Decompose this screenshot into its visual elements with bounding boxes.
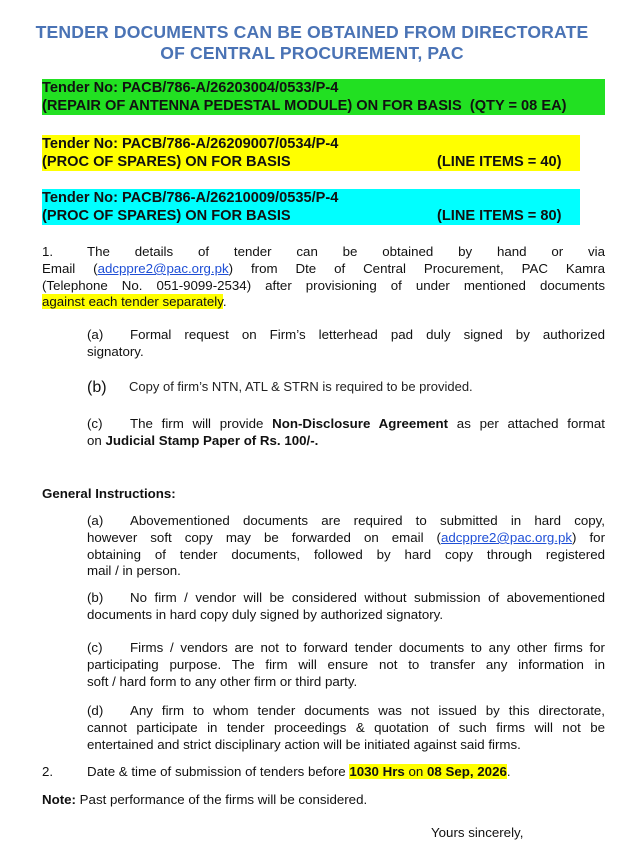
gi-d-body: cannot participate in tender proceedings & quotation of such firms will not be entertained and strict disciplinary action will be initiated against said firms. xyxy=(87,720,605,752)
gi-a-label: (a) xyxy=(87,513,104,528)
title-line-1: TENDER DOCUMENTS CAN BE OBTAINED FROM DIRECTORATE xyxy=(35,22,589,42)
gi-b-line-1: No firm / vendor will be considered without submission of abovementioned xyxy=(130,590,605,605)
page-title xyxy=(0,22,624,64)
tender-description: (PROC OF SPARES) ON FOR BASIS xyxy=(42,208,291,224)
item-c-line-1: The firm will provide Non-Disclosure Agreement as per attached format xyxy=(130,416,605,431)
note-label: Note: xyxy=(42,792,76,807)
note xyxy=(42,792,367,809)
general-instructions-heading: General Instructions: xyxy=(42,486,176,501)
tender-number: Tender No: PACB/786-A/26209007/0534/P-4 xyxy=(42,135,580,153)
gi-b-label: (b) xyxy=(87,590,104,605)
tender-number: Tender No: PACB/786-A/26210009/0535/P-4 xyxy=(42,189,580,207)
tender-block-1 xyxy=(42,79,605,115)
highlighted-text: against each tender separately xyxy=(42,294,223,310)
item-a-line-2: signatory. xyxy=(87,344,144,359)
para-1-line-1: The details of tender can be obtained by hand or via xyxy=(87,244,605,259)
note-text: Past performance of the firms will be considered. xyxy=(75,792,368,807)
submission-time: 1030 Hrs xyxy=(349,764,405,779)
gi-d-label: (d) xyxy=(87,703,104,718)
item-a-label: (a) xyxy=(87,327,104,342)
item-b-label: (b) xyxy=(87,379,107,396)
item-b-text: Copy of firm’s NTN, ATL & STRN is required to be provided. xyxy=(129,379,473,394)
tender-block-2 xyxy=(42,135,580,171)
tender-description-line xyxy=(42,207,580,225)
item-c-line-2: on Judicial Stamp Paper of Rs. 100/-. xyxy=(87,433,319,448)
gi-c-label: (c) xyxy=(87,640,103,655)
para-1-line-3: (Telephone No. 051-9099-2534) after provisioning of under mentioned documents xyxy=(42,277,605,293)
closing: Yours sincerely, xyxy=(431,825,524,840)
para-1-line-2: Email (adcppre2@pac.org.pk) from Dte of Central Procurement, PAC Kamra xyxy=(42,261,606,276)
para-1-line-4: against each tender separately. xyxy=(42,294,227,310)
tender-quantity: (QTY = 08 EA) xyxy=(469,98,567,114)
submission-date: 08 Sep, 2026 xyxy=(427,764,507,779)
gi-a-line-1: Abovementioned documents are required to submitted in hard copy, xyxy=(130,513,605,528)
item-a-line-1: Formal request on Firm’s letterhead pad duly signed by authorized xyxy=(130,327,605,342)
email-link[interactable]: adcppre2@pac.org.pk xyxy=(97,261,229,276)
para-2-number: 2. xyxy=(42,764,54,779)
para-2-text: Date & time of submission of tenders before 1030 Hrs on 08 Sep, 2026. xyxy=(87,764,511,779)
gi-c-body: participating purpose. The firm will ensure not to transfer any information in soft / hard form to any other firm or third party. xyxy=(87,657,605,689)
gi-c-line-1: Firms / vendors are not to forward tender documents to any other firms for xyxy=(130,640,605,655)
tender-description-line xyxy=(42,97,605,115)
item-c-label: (c) xyxy=(87,416,103,431)
tender-block-3 xyxy=(42,189,580,225)
tender-quantity: (LINE ITEMS = 40) xyxy=(437,154,562,170)
email-link[interactable]: adcppre2@pac.org.pk xyxy=(440,530,573,545)
tender-description: (PROC OF SPARES) ON FOR BASIS xyxy=(42,154,291,170)
para-1-body xyxy=(42,261,605,311)
title-line-2: OF CENTRAL PROCUREMENT, PAC xyxy=(160,43,464,63)
tender-quantity: (LINE ITEMS = 80) xyxy=(437,208,562,224)
tender-number: Tender No: PACB/786-A/26203004/0533/P-4 xyxy=(42,79,605,97)
tender-description-line xyxy=(42,153,580,171)
gi-a-body: however soft copy may be forwarded on email (adcppre2@pac.org.pk) for obtaining of tender documents, followed by hard copy through registered mail / in person. xyxy=(87,530,605,579)
para-1-number: 1. xyxy=(42,244,54,259)
tender-description: (REPAIR OF ANTENNA PEDESTAL MODULE) ON FOR BASIS xyxy=(42,98,462,114)
gi-b-line-2: documents in hard copy duly signed by authorized signatory. xyxy=(87,607,444,622)
gi-d-line-1: Any firm to whom tender documents was not issued by this directorate, xyxy=(130,703,605,718)
